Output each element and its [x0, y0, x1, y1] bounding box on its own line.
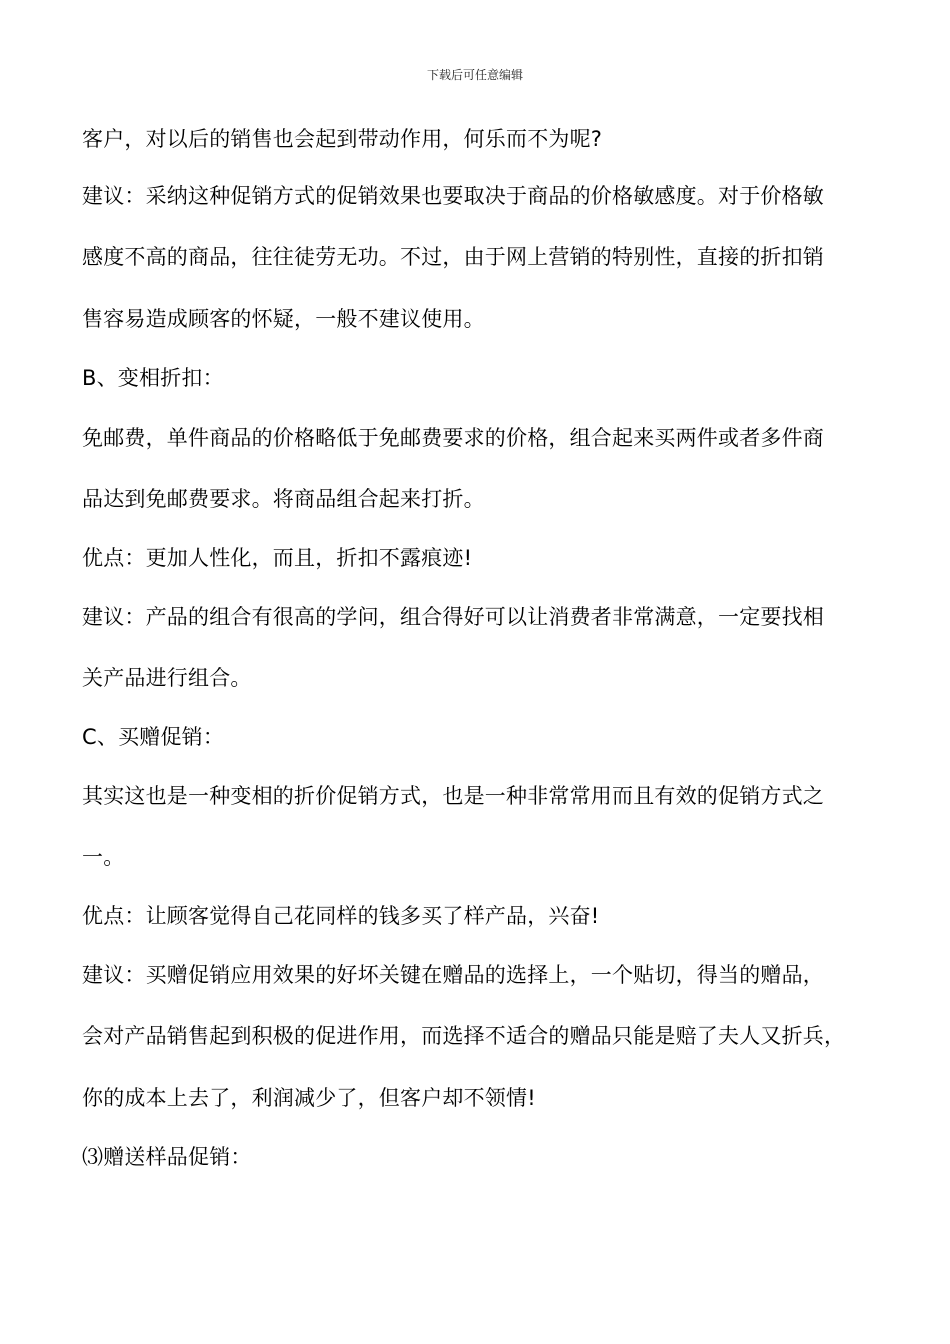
- text-line: 品达到免邮费要求。将商品组合起来打折。: [82, 487, 485, 511]
- text-line: 建议：买赠促销应用效果的好坏关键在赠品的选择上，一个贴切，得当的赠品，: [82, 963, 824, 987]
- text-line: 客户，对以后的销售也会起到带动作用，何乐而不为呢?: [82, 127, 603, 151]
- text-line: 优点：让顾客觉得自己花同样的钱多买了样产品，兴奋!: [82, 904, 600, 928]
- text-line: 感度不高的商品，往往徒劳无功。不过，由于网上营销的特别性，直接的折扣销: [82, 245, 824, 269]
- text-line: B、变相折扣：: [82, 366, 224, 390]
- text-line: ⑶赠送样品促销：: [82, 1145, 252, 1169]
- page-header: 下载后可任意编辑: [426, 68, 523, 82]
- text-line: 一。: [82, 845, 125, 869]
- text-line: 免邮费，单件商品的价格略低于免邮费要求的价格，组合起来买两件或者多件商: [82, 426, 824, 450]
- text-line: 你的成本上去了，利润减少了，但客户却不领情!: [82, 1086, 536, 1110]
- text-line: 会对产品销售起到积极的促进作用，而选择不适合的赠品只能是赔了夫人又折兵，: [82, 1024, 846, 1048]
- text-line: 建议：产品的组合有很高的学问，组合得好可以让消费者非常满意，一定要找相: [82, 605, 824, 629]
- text-line: 其实这也是一种变相的折价促销方式，也是一种非常常用而且有效的促销方式之: [82, 784, 824, 808]
- text-line: C、买赠促销：: [82, 725, 225, 749]
- text-line: 建议：采纳这种促销方式的促销效果也要取决于商品的价格敏感度。对于价格敏: [82, 184, 824, 208]
- text-line: 优点：更加人性化，而且，折扣不露痕迹!: [82, 546, 473, 570]
- text-line: 售容易造成顾客的怀疑，一般不建议使用。: [82, 307, 485, 331]
- text-line: 关产品进行组合。: [82, 666, 252, 690]
